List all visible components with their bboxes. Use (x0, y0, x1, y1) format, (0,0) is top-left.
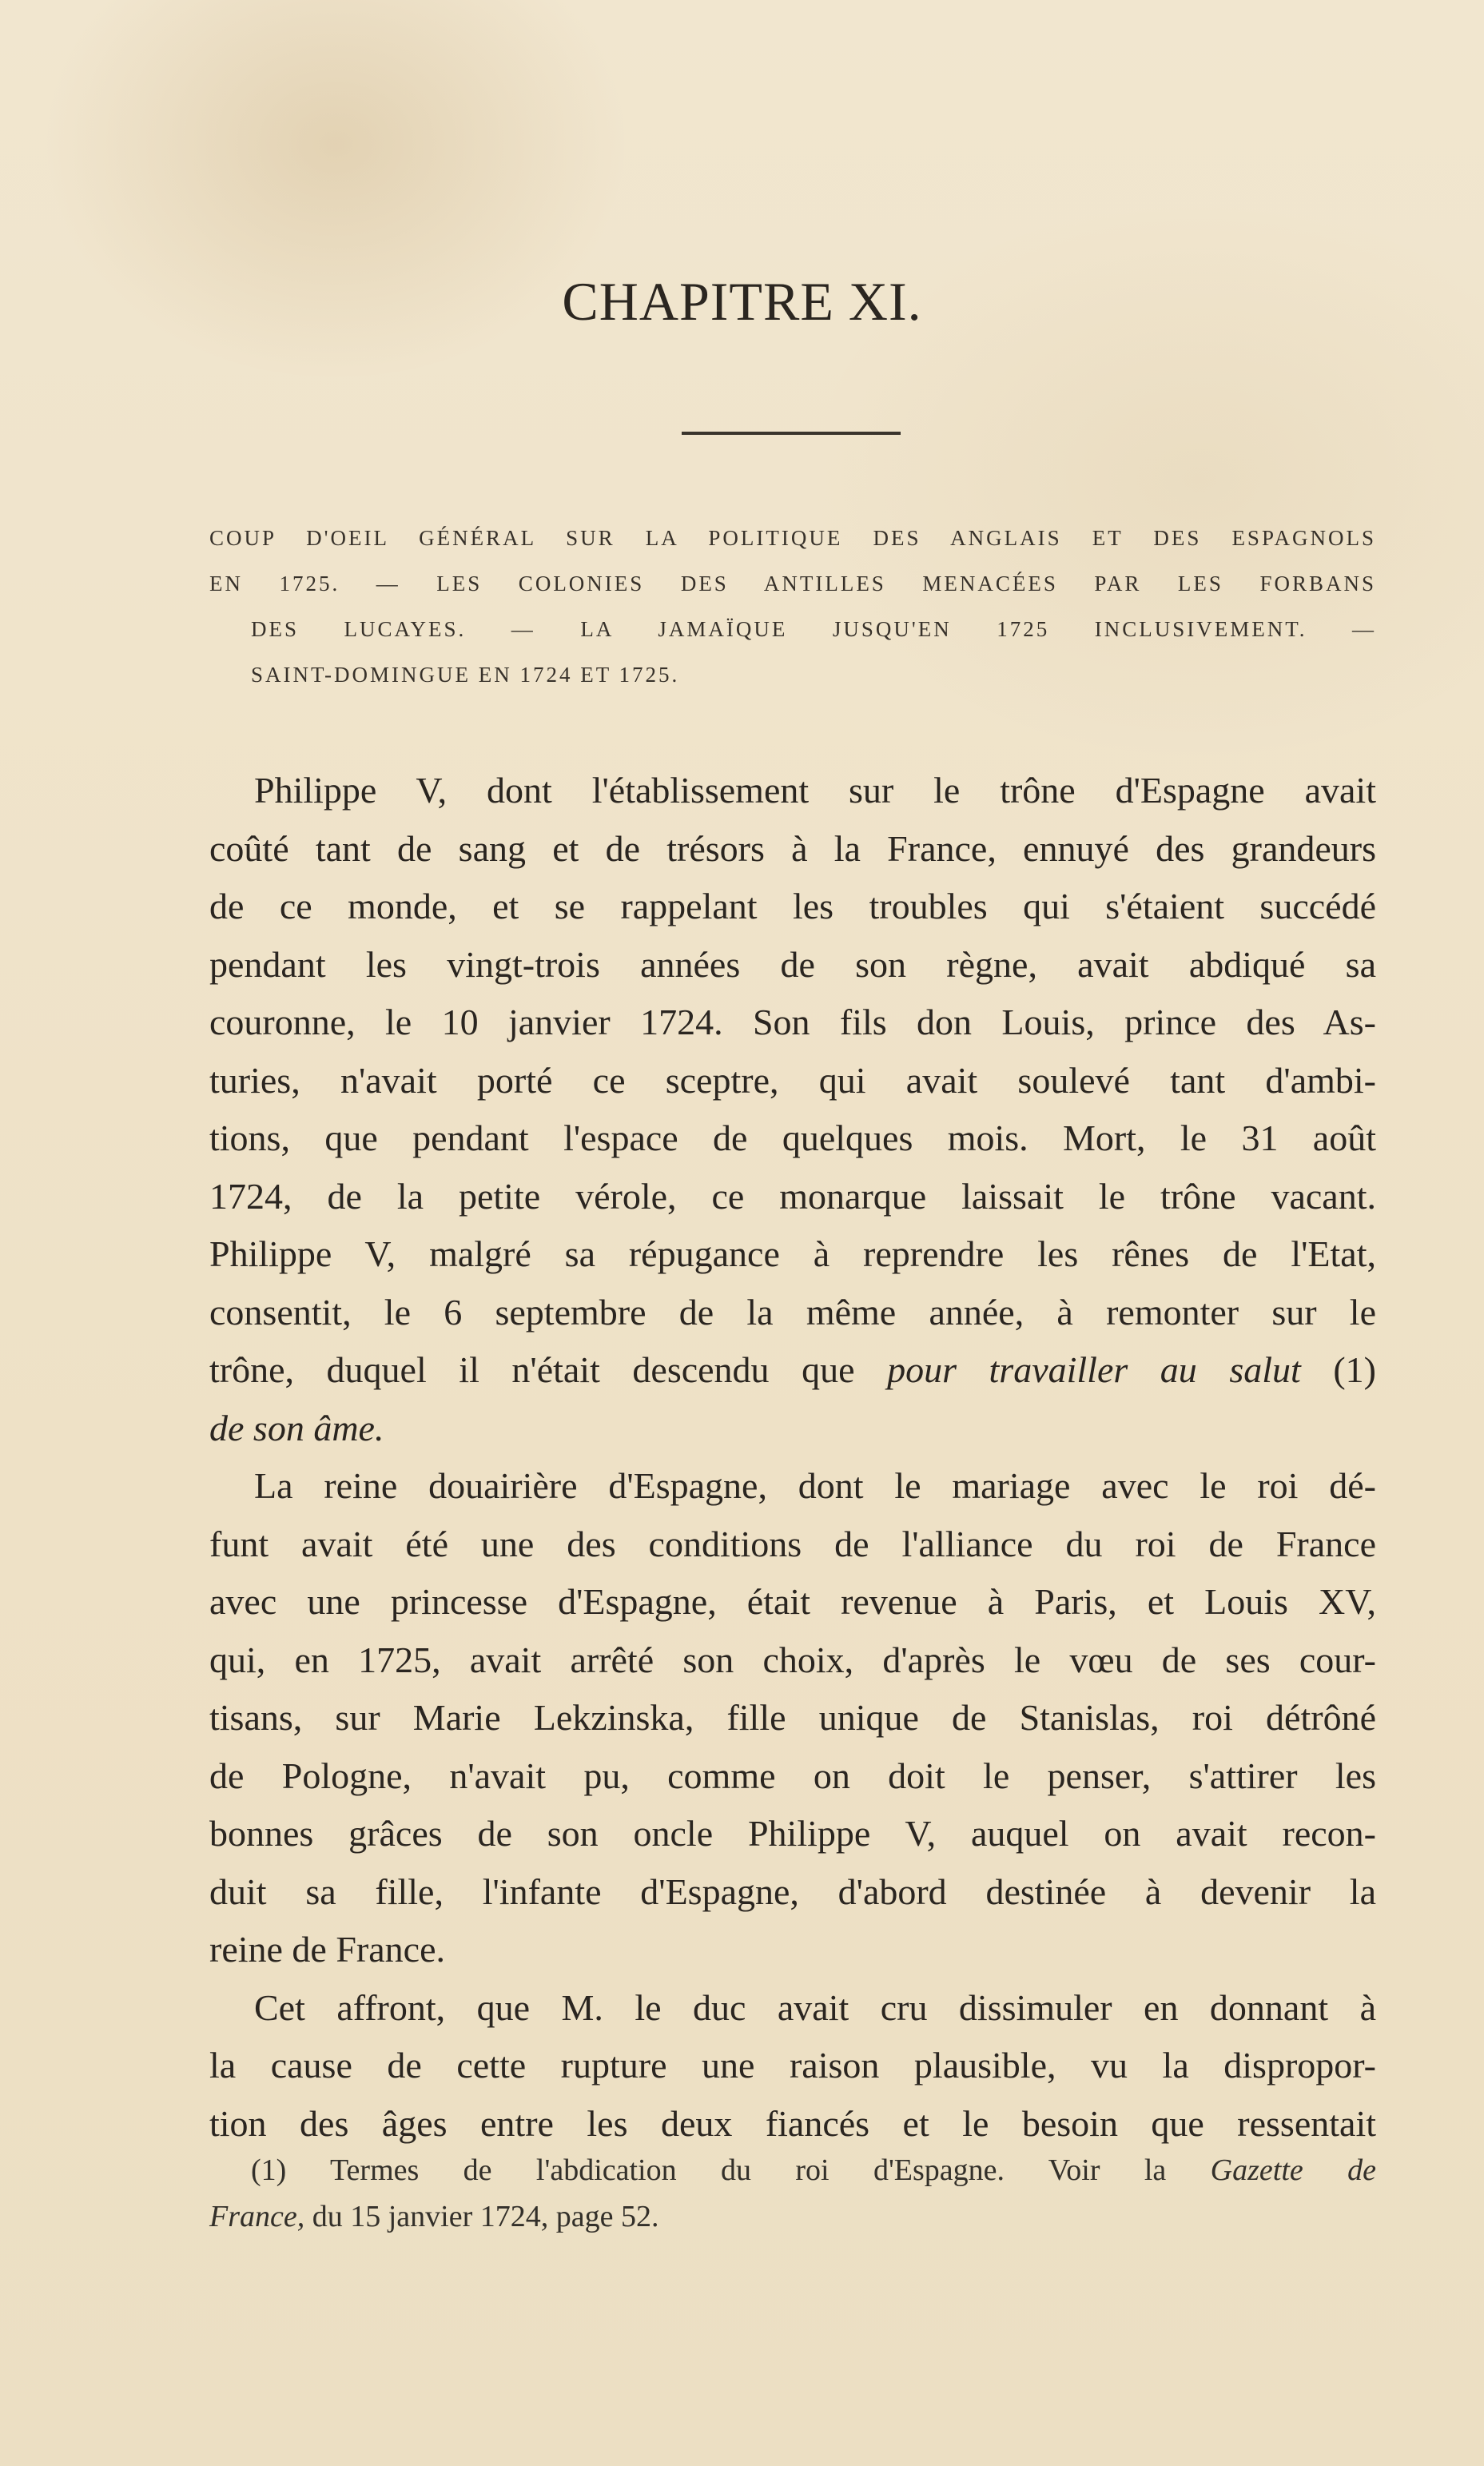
text-line: bonnes grâces de son oncle Philippe V, auquel on avait recon- (209, 1813, 1376, 1854)
text-span: (1) Termes de l'abdication du roi d'Espagne. Voir la (251, 2153, 1211, 2187)
text-line: 1724, de la petite vérole, ce monarque laissait le trône vacant. (209, 1175, 1376, 1217)
text-line: tisans, sur Marie Lekzinska, fille unique de Stanislas, roi détrôné (209, 1697, 1376, 1738)
summary-line: SAINT-DOMINGUE EN 1724 ET 1725. (251, 663, 680, 687)
summary-line: DES LUCAYES. — LA JAMAÏQUE JUSQU'EN 1725 INCLUSIVEMENT. — (251, 617, 1376, 641)
text-line: la cause de cette rupture une raison plausible, vu la dispropor- (209, 2045, 1376, 2086)
footnote (209, 2147, 1376, 2240)
title-rule (682, 432, 901, 435)
text-line: de Pologne, n'avait pu, comme on doit le penser, s'attirer les (209, 1755, 1376, 1796)
text-line: reine de France. (209, 1929, 446, 1970)
text-line: Philippe V, malgré sa répugance à reprendre les rênes de l'Etat, (209, 1233, 1376, 1274)
text-line: Cet affront, que M. le duc avait cru dissimuler en donnant à (254, 1986, 1376, 2028)
text-line: turies, n'avait porté ce sceptre, qui avait soulevé tant d'ambi- (209, 1059, 1376, 1101)
text-span: trône, duquel il n'était descendu que (209, 1349, 888, 1390)
italic-phrase: pour travailler au salut (887, 1349, 1301, 1390)
text-line: duit sa fille, l'infante d'Espagne, d'abord destinée à devenir la (209, 1870, 1376, 1912)
text-span: du 15 janvier 1724, page 52. (304, 2200, 659, 2233)
text-line: couronne, le 10 janvier 1724. Son fils don Louis, prince des As- (209, 1002, 1376, 1042)
italic-phrase: Gazette de (1210, 2153, 1376, 2187)
text-line: tions, que pendant l'espace de quelques mois. Mort, le 31 août (209, 1117, 1376, 1158)
text-line: qui, en 1725, avait arrêté son choix, d'après le vœu de ses cour- (209, 1639, 1376, 1680)
text-line: consentit, le 6 septembre de la même année, à remonter sur le (209, 1291, 1376, 1333)
footnote-ref: (1) (1300, 1349, 1376, 1390)
text-line (209, 1341, 1376, 1400)
text-line: La reine douairière d'Espagne, dont le mariage avec le roi dé- (254, 1465, 1376, 1506)
text-line: tion des âges entre les deux fiancés et le besoin que ressentait (209, 2102, 1376, 2144)
chapter-summary (209, 516, 1376, 698)
summary-line: EN 1725. — LES COLONIES DES ANTILLES MENACÉES PAR LES FORBANS (209, 572, 1376, 596)
text-line: avec une princesse d'Espagne, était revenue à Paris, et Louis XV, (209, 1581, 1376, 1622)
italic-phrase: de son âme. (209, 1407, 384, 1448)
footnote-line (209, 2193, 1376, 2240)
chapter-title: CHAPITRE XI. (562, 271, 922, 332)
text-line: de ce monde, et se rappelant les troubles qui s'étaient succédé (209, 886, 1376, 926)
text-line: funt avait été une des conditions de l'alliance du roi de France (209, 1523, 1376, 1564)
text-line (209, 1400, 1376, 1458)
body-text (209, 762, 1376, 2153)
text-line: Philippe V, dont l'établissement sur le trône d'Espagne avait (254, 770, 1376, 811)
footnote-line (209, 2147, 1376, 2193)
text-line: coûté tant de sang et de trésors à la France, ennuyé des grandeurs (209, 827, 1376, 869)
summary-line: COUP D'OEIL GÉNÉRAL SUR LA POLITIQUE DES ANGLAIS ET DES ESPAGNOLS (209, 526, 1376, 550)
italic-phrase: France, (209, 2200, 305, 2233)
text-line: pendant les vingt-trois années de son règne, avait abdiqué sa (209, 943, 1376, 985)
